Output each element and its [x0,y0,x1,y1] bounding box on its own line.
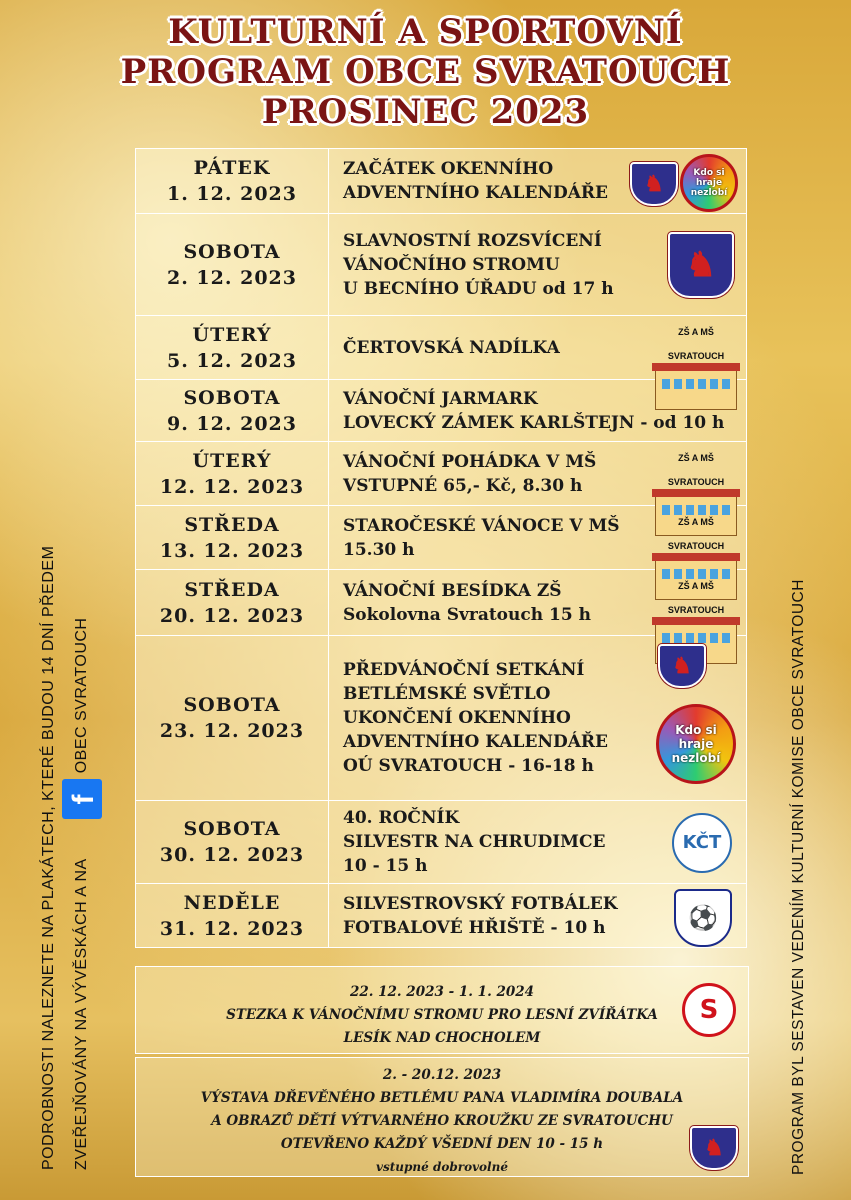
event-line: Sokolovna Svratouch 15 h [343,604,591,625]
event-date-cell [136,570,329,636]
event-line: SILVESTR NA CHRUDIMCE [343,832,606,852]
event-date-cell [136,380,329,442]
event-day: SOBOTA [183,386,281,409]
event-description-cell [329,316,747,380]
trail-event-box [135,966,749,1054]
event-date-cell [136,506,329,570]
event-date: 13. 12. 2023 [159,539,305,562]
exhibition-hours: OTEVŘENO KAŽDÝ VŠEDNÍ DEN 10 - 15 h [280,1136,604,1152]
event-description-cell [329,636,747,801]
event-line: UKONČENÍ OKENNÍHO [343,708,571,728]
event-row [136,506,747,570]
event-row [136,570,747,636]
event-description-cell [329,214,747,316]
event-line: VÁNOČNÍ BESÍDKA ZŠ [343,580,562,601]
event-description-cell [329,570,747,636]
event-description-cell [329,380,747,442]
event-day: STŘEDA [184,578,280,601]
school-logo-label: ZŠ A MŠ SVRATOUCH [667,581,725,615]
event-day: NEDĚLE [183,891,281,914]
event-day: SOBOTA [183,694,281,716]
facebook-page-name: OBEC SVRATOUCH [73,617,91,774]
event-description-cell [329,884,747,948]
trail-title: STEZKA K VÁNOČNÍMU STROMU PRO LESNÍ ZVÍŘÁTKA [226,1007,658,1023]
event-row [136,316,747,380]
sokol-football-logo: ⚽ [674,889,732,947]
event-date: 9. 12. 2023 [166,412,297,435]
event-line: SILVESTROVSKÝ FOTBÁLEK [343,893,618,914]
trail-dates: 22. 12. 2023 - 1. 1. 2024 [349,984,535,1000]
side-note-line-2 [62,546,102,1170]
event-row [136,380,747,442]
event-row [136,636,747,801]
event-day: PÁTEK [193,157,271,179]
svratouch-crest-icon: ♞ [668,232,734,298]
facebook-icon: f [62,779,102,819]
event-day: ÚTERÝ [192,323,272,346]
event-line: BETLÉMSKÉ SVĚTLO [343,684,551,704]
event-line: 15.30 h [343,539,415,560]
event-line: 10 - 15 h [343,856,428,876]
event-date: 2. 12. 2023 [166,266,297,289]
school-logo [652,510,740,564]
event-date: 20. 12. 2023 [159,604,305,627]
event-description-cell [329,801,747,884]
event-line: VSTUPNÉ 65,- Kč, 8.30 h [343,475,583,496]
exhibition-line-2: A OBRAZŮ DĚTÍ VÝTVARNÉHO KROUŽKU ZE SVRATOUCHU [211,1113,673,1129]
event-line: SLAVNOSTNÍ ROZSVÍCENÍ [343,230,602,251]
event-date-cell [136,636,329,801]
school-logo [652,574,740,628]
event-date-cell [136,316,329,380]
event-line: STAROČESKÉ VÁNOCE V MŠ [343,515,620,536]
kdo-logo-text: Kdo si hraje nezlobí [690,168,728,198]
event-description-cell [329,442,747,506]
event-line: FOTBALOVÉ HŘIŠTĚ - 10 h [343,917,606,938]
side-note-left [36,546,102,1170]
event-line: U BECNÍHO ÚŘADU od 17 h [343,278,614,299]
svratouch-crest-icon: ♞ [658,644,706,688]
sokol-logo: S [682,983,736,1037]
school-logo [652,320,740,374]
exhibition-line-1: VÝSTAVA DŘEVĚNÉHO BETLÉMU PANA VLADIMÍRA DOUBALA [200,1090,684,1106]
event-row [136,884,747,948]
event-date: 5. 12. 2023 [166,349,297,372]
event-line: PŘEDVÁNOČNÍ SETKÁNÍ [343,660,585,680]
svratouch-crest-icon: ♞ [690,1126,738,1170]
event-date-cell [136,214,329,316]
event-row [136,214,747,316]
event-date: 30. 12. 2023 [159,844,305,866]
exhibition-dates: 2. - 20.12. 2023 [382,1067,502,1083]
kdo-logo-text: Kdo si hraje nezlobí [671,723,721,765]
event-row [136,149,747,214]
exhibition-event-box [135,1057,749,1177]
event-line: VÁNOČNÍ JARMARK [343,388,538,409]
school-logo-label: ZŠ A MŠ SVRATOUCH [667,517,725,551]
event-date-cell [136,149,329,214]
school-logo [652,446,740,500]
title-line-3: PROSINEC 2023 [261,92,590,132]
event-line: ADVENTNÍHO KALENDÁŘE [343,183,608,203]
event-date-cell [136,801,329,884]
side-note-right: PROGRAM BYL SESTAVEN VEDENÍM KULTURNÍ KOMISE OBCE SVRATOUCH [790,579,807,1175]
event-date: 23. 12. 2023 [159,720,305,742]
event-line: ČERTOVSKÁ NADÍLKA [343,337,560,358]
klub-ceskych-turistu-logo: KČT [672,813,732,873]
event-row [136,801,747,884]
event-description-cell [329,149,747,214]
title-line-1: KULTURNÍ A SPORTOVNÍ [168,12,683,52]
event-date-cell [136,884,329,948]
event-date: 1. 12. 2023 [166,183,297,205]
event-row [136,442,747,506]
event-day: STŘEDA [184,513,280,536]
event-line: ADVENTNÍHO KALENDÁŘE [343,732,608,752]
exhibition-admission: vstupné dobrovolné [376,1160,508,1174]
event-date-cell [136,442,329,506]
event-day: ÚTERÝ [192,449,272,472]
svratouch-crest-icon: ♞ [630,162,678,206]
program-table [135,148,747,948]
school-logo-label: ZŠ A MŠ SVRATOUCH [667,453,725,487]
event-day: SOBOTA [183,240,281,263]
side-note-line-2-text: ZVEŘEJŇOVÁNY NA VÝVĚSKÁCH A NA [73,859,91,1170]
side-note-line-1: PODROBNOSTI NALEZNETE NA PLAKÁTECH, KTERÉ BUDOU 14 DNÍ PŘEDEM [40,545,57,1170]
kdo-si-hraje-logo [656,704,736,784]
event-line: VÁNOČNÍHO STROMU [343,254,560,275]
event-line: OÚ SVRATOUCH - 16-18 h [343,756,594,776]
page-title [0,12,851,132]
event-line: 40. ROČNÍK [343,808,460,828]
event-line: ZAČÁTEK OKENNÍHO [343,159,554,179]
event-date: 31. 12. 2023 [159,917,305,940]
event-day: SOBOTA [183,818,281,840]
event-description-cell [329,506,747,570]
kdo-si-hraje-logo [680,154,738,212]
trail-location: LESÍK NAD CHOCHOLEM [343,1030,541,1046]
school-logo-label: ZŠ A MŠ SVRATOUCH [667,327,725,361]
title-line-2: PROGRAM OBCE SVRATOUCH [120,52,731,92]
event-line: VÁNOČNÍ POHÁDKA V MŠ [343,451,597,472]
event-date: 12. 12. 2023 [159,475,305,498]
event-line: LOVECKÝ ZÁMEK KARLŠTEJN - od 10 h [343,412,725,433]
